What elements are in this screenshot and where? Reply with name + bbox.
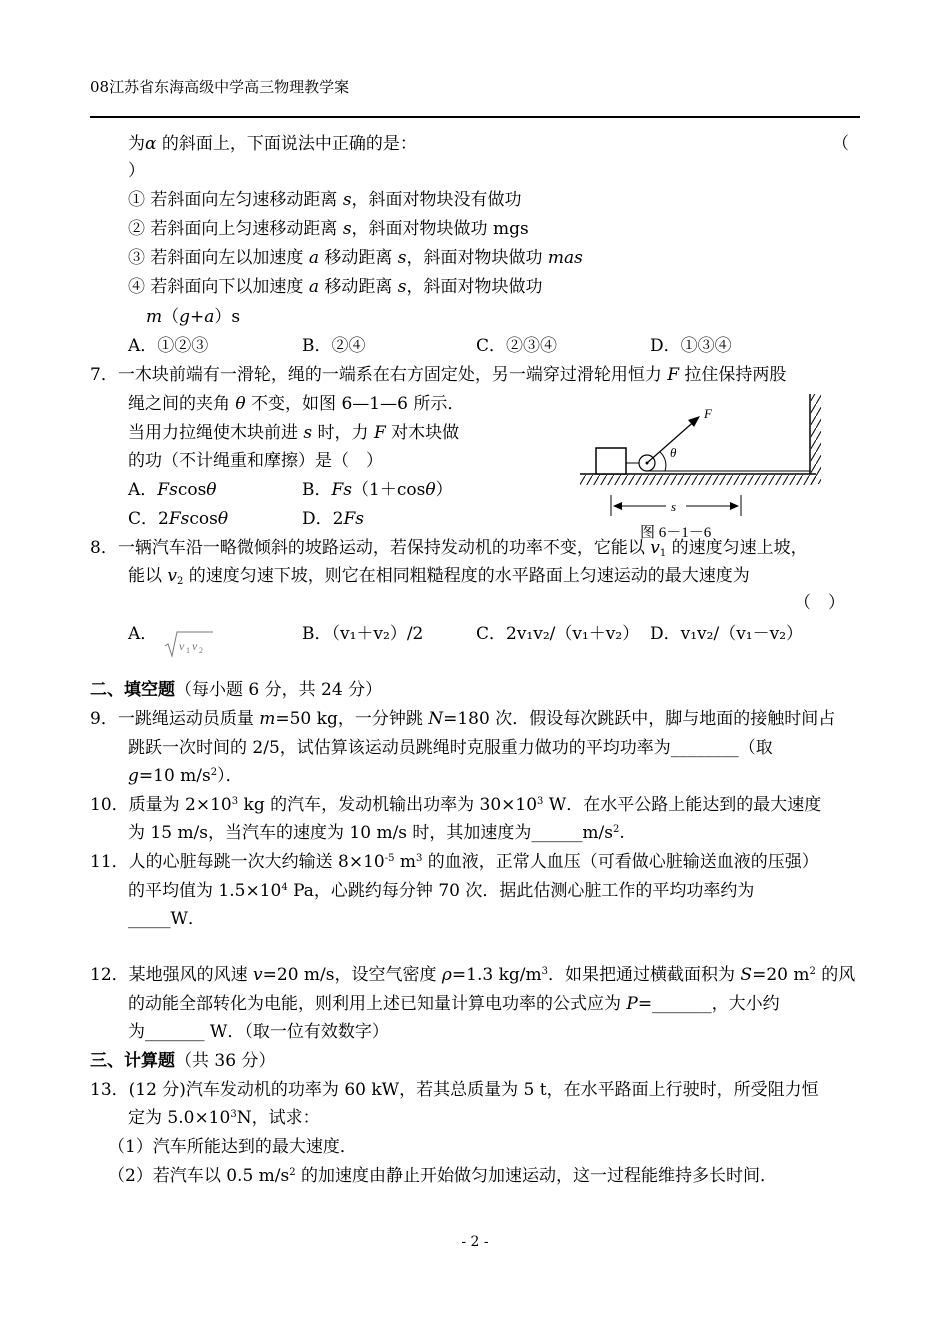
q7-choice-c: C．2Fscosθ: [128, 509, 229, 529]
page-header: 08江苏省东海高级中学高三物理教学案: [90, 78, 350, 96]
q7-line-2: 绳之间的夹角 θ 不变，如图 6—1—6 所示．: [128, 394, 465, 414]
q8-line-1: 8．一辆汽车沿一略微倾斜的坡路运动，若保持发动机的功率不变，它能以 $v_1$ 的速度匀速上坡，: [90, 538, 808, 559]
q8-choice-d: D．v₁v₂/（v₁－v₂）: [650, 624, 804, 644]
q12-line-2: 的动能全部转化为电能，则利用上述已知量计算电功率的公式应为 P=_______，大小约: [128, 994, 780, 1014]
wood-block: [596, 448, 626, 474]
q12-line-1: 12．某地强风的风速 v=20 m/s，设空气密度 ρ=1.3 $kg/m^3$．如果把通过横截面积为 S=20 $m^2$ 的风: [90, 965, 856, 985]
q8-choice-a: A．: [128, 624, 158, 644]
q12-line-3: 为_______ W．（取一位有效数字）: [128, 1022, 389, 1042]
q8-choice-c: C．2v₁v₂/（v₁＋v₂）: [476, 624, 640, 644]
svg-text:1: 1: [186, 646, 190, 655]
q6-paren-open: （: [832, 134, 849, 154]
q6-option-1: ① 若斜面向左匀速移动距离 s，斜面对物块没有做功: [128, 190, 522, 210]
q13-part-2: （2）若汽车以 0.5 $m/s^2$ 的加速度由静止开始做匀加速运动，这一过程能维持多长时间．: [108, 1166, 778, 1186]
q6-choice-c: C．②③④: [476, 336, 558, 356]
q7-line-3: 当用力拉绳使木块前进 s 时，力 F 对木块做: [128, 423, 460, 443]
figure-caption: 图 6－1－6: [640, 525, 712, 541]
q6-intro: 为α 的斜面上，下面说法中正确的是：: [128, 134, 417, 154]
q6-option-4: ④ 若斜面向下以加速度 a 移动距离 s，斜面对物块做功: [128, 277, 543, 297]
wall-hatching: [811, 394, 821, 484]
q9-line-2: 跳跃一次时间的 2/5，试估算该运动员跳绳时克服重力做功的平均功率为________（取: [128, 738, 773, 758]
q13-part-1: （1）汽车所能达到的最大速度．: [108, 1137, 357, 1157]
q8-paren: （ ）: [794, 593, 845, 613]
q7-choice-d: D．2Fs: [302, 509, 364, 529]
svg-text:2: 2: [199, 646, 203, 655]
label-F: F: [704, 406, 712, 421]
q10-line-1: 10．质量为 $2\times 10^3$ kg 的汽车，发动机输出功率为 $30\times 10^3$ W．在水平公路上能达到的最大速度: [90, 795, 822, 815]
q11-line-1: 11．人的心脏每跳一次大约输送 $8\times 10^{-5}$ $m^3$ 的血液，正常人血压（可看做心脏输送血液的压强）: [90, 852, 819, 872]
q13-line-2: 定为 $5.0\times 10^3N$，试求：: [128, 1108, 320, 1128]
section-2-heading: 二、填空题（每小题 6 分，共 24 分）: [90, 680, 383, 700]
q6-option-3: ③ 若斜面向左以加速度 a 移动距离 s，斜面对物块做功 mas: [128, 248, 583, 268]
q6-option-2: ② 若斜面向上匀速移动距离 s，斜面对物块做功 mgs: [128, 219, 529, 239]
svg-text:v: v: [192, 639, 198, 653]
q6-choice-d: D．①③④: [650, 336, 732, 356]
sqrt-v1v2-formula: [163, 628, 215, 660]
label-s: s: [671, 499, 677, 514]
q7-line-4: 的功（不计绳重和摩擦）是（ ）: [128, 451, 383, 471]
q10-line-2: 为 15 m/s，当汽车的速度为 10 m/s 时，其加速度为$\_\_\_\_\_\_m/s^2$.: [128, 823, 625, 843]
header-rule: [90, 116, 860, 118]
q7-choice-b: B．Fs（1＋cosθ）: [302, 480, 453, 500]
q8-line-2: 能以 $v_2$ 的速度匀速下坡，则它在相同粗糙程度的水平路面上匀速运动的最大速度为: [128, 566, 750, 587]
q13-line-1: 13．(12 分)汽车发动机的功率为 60 kW，若其总质量为 5 t，在水平路面上行驶时，所受阻力恒: [90, 1080, 819, 1100]
ground-hatching: [580, 475, 816, 485]
section-3-heading: 三、计算题（共 36 分）: [90, 1051, 276, 1071]
q9-line-1: 9．一跳绳运动员质量 m=50 kg，一分钟跳 N=180 次．假设每次跳跃中，脚与地面的接触时间占: [90, 709, 836, 729]
q8-choice-b: B．（v₁＋v₂）/2: [302, 624, 424, 644]
q7-line-1: 7．一木块前端有一滑轮，绳的一端系在右方固定处，另一端穿过滑轮用恒力 F 拉住保持两股: [90, 365, 787, 385]
q6-choice-a: A．①②③: [128, 336, 209, 356]
q11-line-3: _____W．: [128, 909, 205, 929]
page-number: - 2 -: [461, 1234, 489, 1250]
q7-choice-a: A．Fscosθ: [128, 480, 217, 500]
q6-paren-close: ）: [128, 161, 145, 181]
q11-line-2: 的平均值为 $1.5\times 10^4$ Pa，心跳约每分钟 70 次．据此估测心脏工作的平均功率约为: [128, 881, 755, 901]
q6-option-4-expr: m（g+a）s: [146, 307, 241, 327]
label-theta: θ: [670, 445, 677, 460]
svg-text:v: v: [179, 639, 185, 653]
q6-choice-b: B．②④: [302, 336, 366, 356]
pulley-figure: [578, 392, 828, 542]
q9-line-3: g=10 $m/s^2$）．: [128, 766, 243, 786]
